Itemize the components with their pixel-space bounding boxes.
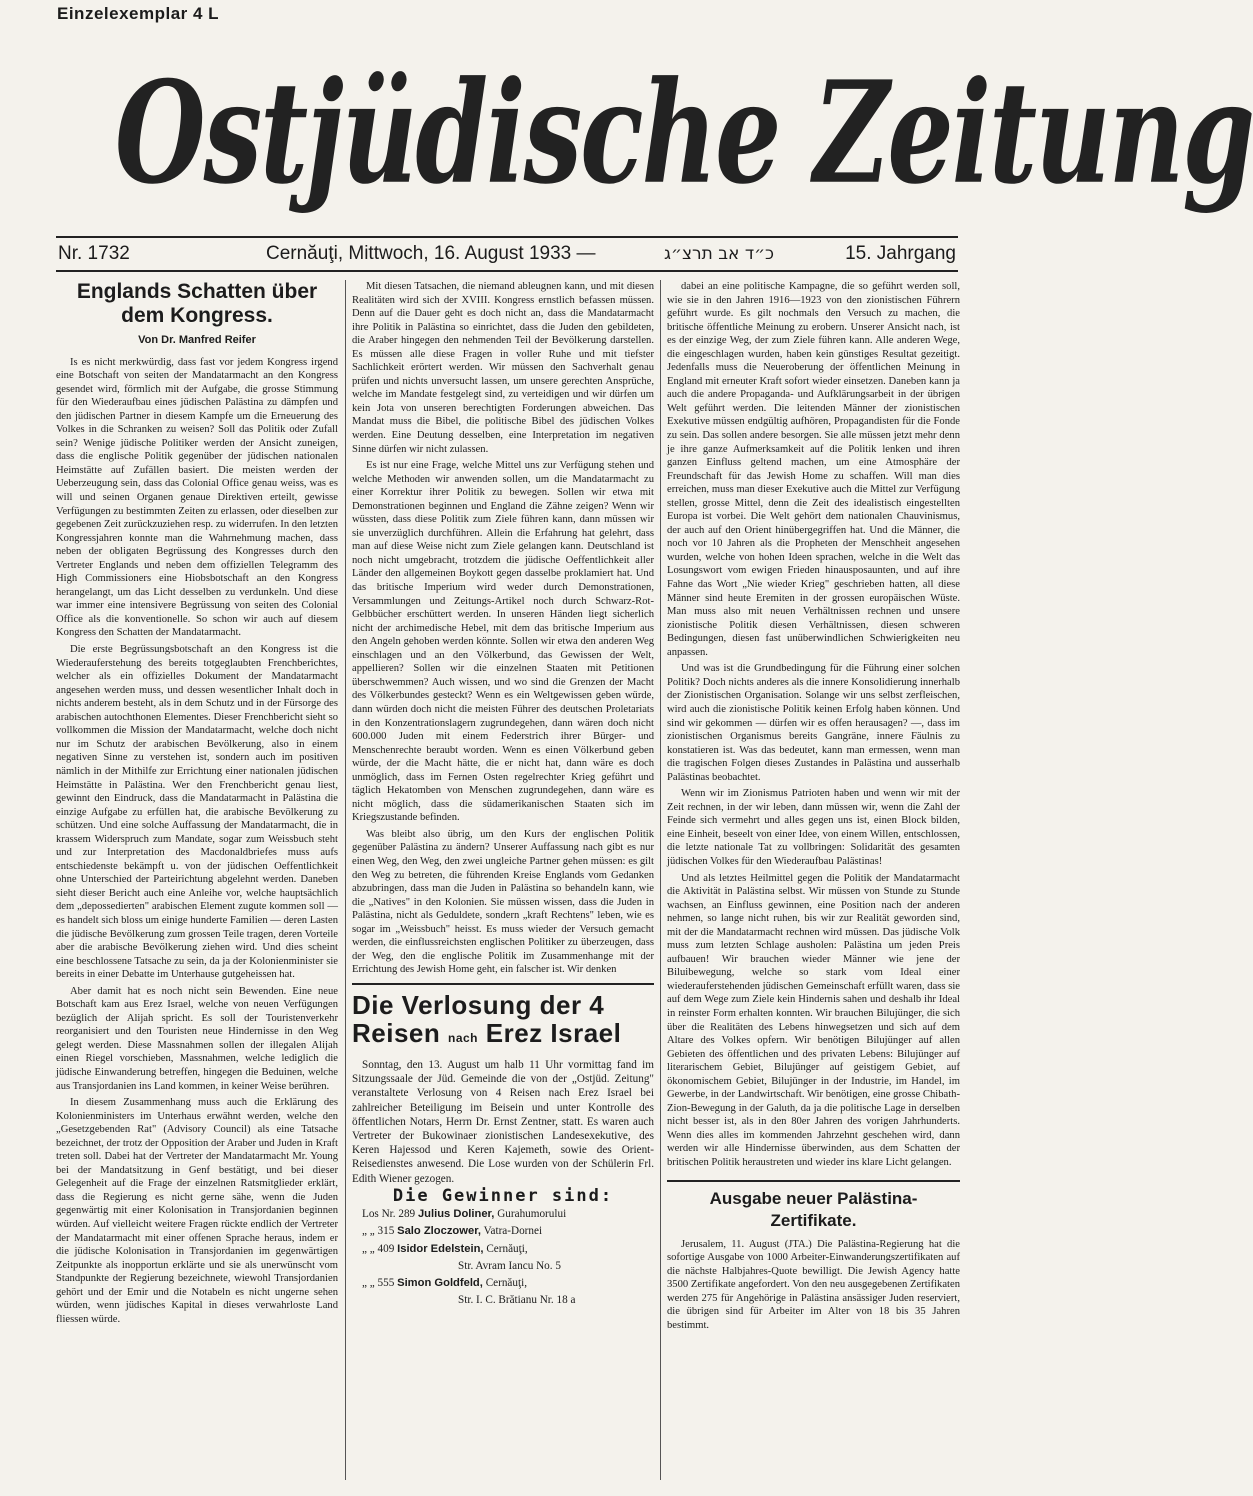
winner-entry [352,1207,654,1221]
article-paragraph: In diesem Zusammenhang muss auch die Erklärung des Kolonienministers im Unterhaus erwähnt werden, welche den „Gesetzgebenden Rat" (Advisory Council) als eine Tatsache bezeichnet, der trotz der Opposition der Araber und Juden in Kraft treten soll. Dabei hat der Vertreter der Mandatarmacht Mr. Young bei der Mandatsitzung in Genf bestätigt, und bei dieser Gelegenheit auf die Frage der einzelnen Ratsmitglieder erklärt, dass die Regierung es nicht gerne sähe, wenn die Juden gegenwärtig mit einer Kolonisation in Transjordanien beginnen würden. Auf vielleicht weitere Fragen rückte endlich der Vertreter der Mandatarmacht mit einer offenen Sprache heraus, indem er die jüdische Kolonisation in Transjordanien im gegenwärtigen Zeitpunkte als inopportun erklärte und sie als unerwünscht vom Standpunkte der Regierung bezeichnete, wiewohl Transjordanien gehört und der Emir und die Notabeln es nicht ungerne sehen würden, wenn jüdisches Kapital in dieses verwahrloste Land fliessen würde. [56,1097,338,1325]
winner-lot: „ „ 555 [362,1277,395,1290]
article-paragraph: Is es nicht merkwürdig, dass fast vor jedem Kongress irgend eine Botschaft von seiten der Mandatarmacht an den Kongress gesendet wird, förmlich mit der Aufgabe, die grosse Stimmung für den Wiederaufbau eines jüdischen Palästina zu dämpfen und den jüdischen Partner in diesem Kampfe um die Erneuerung des Volkes in die Schranken zu weisen? Soll das Politik oder Zufall sein? Wenige jüdische Politiker werden der Ansicht zuneigen, dass die englische Politik gegenüber der jüdischen nationalen Heimstätte auf Zufällen basiert. Die meisten werden der Ueberzeugung sein, dass das Colonial Office genau weiss, was es will und seinen Organen genaue Direktiven erteilt, gewisse Verfügungen zu bestimmten Zeiten zu erlassen, oder dieselben zur gegebenen Zeit zurückzuziehen resp. zu widerrufen. In den letzten Kongressjahren konnte man die Wahrnehmung machen, dass neben der obligaten Begrüssung des Kongresses durch den Vertreter Englands und neben dem offiziellen Telegramm des High Commissioners eine Hiobsbotschaft an den Kongress herangelangt, um das Licht desselben zu verdunkeln. Und diese war immer eine intensivere Begrüssung von seiten des Colonial Office als die konventionelle. So schon wir auch auf diesem Kongress den Schatten der Mandatarmacht. [56,356,338,639]
certificates-article-title: Ausgabe neuer Palästina-Zertifikate. [667,1180,960,1232]
article-paragraph: Mit diesen Tatsachen, die niemand ableugnen kann, und mit diesen Realitäten wird sich der XVIII. Kongress ernstlich befassen müssen. Denn auf die Dauer geht es doch nicht an, dass die Mandatarmacht ihre Politik in Palästina so einrichtet, dass die Juden den gebildeten, die Araber hingegen den nehmenden Teil der Bevölkerung darstellen. Es müssen alle diese Fragen in voller Ruhe und mit tiefster Sachlichkeit erörtert werden. Wir müssen den Sachverhalt genau prüfen und nichts unversucht lassen, um unsere gerechten Ansprüche, welche im Mandate festgelegt sind, zu verteidigen und wir dürfen um kein Jota von unseren berechtigten Forderungen abweichen. Das Mandat muss die Bibel, die politische Bibel des jüdischen Volkes werden. Eine Deutung desselben, eine Interpretation im negativen Sinne dürfen wir nicht zulassen. [352,281,654,455]
article-paragraph: Und was ist die Grundbedingung für die Führung einer solchen Politik? Doch nichts anderes als die innere Konsolidierung innerhalb der Zionistischen Organisation. Solange wir uns selbst zerfleischen, wird auch die zionistische Politik keinen Erfolg haben können. Und sind wir gekommen — dürfen wir es offen herausagen? —, dass im zionistischen Organismus bereits Gangräne, innere Fäulnis zu konstatieren ist. Was das bedeutet, kann man ermessen, wenn man die tragischen Folgen dieses Zustandes in Palästina und ausserhalb Palästinas beobachtet. [667,663,960,783]
article-paragraph: Und als letztes Heilmittel gegen die Politik der Mandatarmacht die Aktivität in Palästina selbst. Wir müssen von Stunde zu Stunde wachsen, an Einfluss gewinnen, eine Position nach der anderen nehmen, so lange nicht ruhen, bis wir zur Realität geworden sind, mit der die Mandatarmacht rechnen wird müssen. Das jüdische Volk muss zum letzten Schlage ausholen: Palästina um jeden Preis aufbauen! Wir brauchen wieder Männer wie jene der Biluibewegung, welche so stark vom Ideal einer wiederauferstehenden jüdischen Gemeinschaft erfüllt waren, dass sie auf dem Wege zum Ziele kein Hindernis sahen und deshalb ihr Ideal in reinster Form erhalten konnten. Wir brauchen Bilujünger, die sich über die Realitäten des Lebens hinwegsetzen und sich auf dem Altare des Volkes opfern. Wir benötigen Bilujünger auf allen Gebieten des öffentlichen und des privaten Lebens: Bilujünger auf literarischem Gebiet, Bilujünger auf geistigem Gebiet, auf ökonomischem Gebiet, Bilujünger in der Industrie, im Handel, im Gewerbe, in der Landwirtschaft. Wir benötigen, eine grosse Chibath-Zion-Bewegung in der Galuth, da ja die politische Lage in derselben nicht besser ist, als in den 80er Jahren des vorigen Jahrhunderts. Wenn dies alles im kommenden Jahrzehnt geschehen wird, dann werden wir alle Hindernisse überwinden, aus dem Schatten der britischen Politik heraustreten und wieder ins klare Licht gelangen. [667,872,960,1168]
lottery-title-line1: Die Verlosung der 4 [352,989,605,1020]
winner-place: Cernăuţi, [485,1277,528,1290]
winner-entry [352,1242,654,1256]
lottery-title-word: Reisen [352,1017,441,1048]
masthead [115,40,1253,225]
winner-name: Simon Goldfeld, [397,1277,483,1290]
lottery-title-word: nach [448,1030,479,1045]
column-divider [345,280,346,1480]
article-author: Von Dr. Manfred Reifer [138,334,256,346]
lottery-title [352,991,654,1052]
article-title: Englands Schatten über dem Kongress. [76,280,318,327]
winner-place: Cernăuţi, [486,1242,528,1255]
winner-entry [352,1224,654,1238]
winner-place: Vatra-Dornei [483,1225,543,1238]
column-2 [352,280,654,1480]
lottery-text: Sonntag, den 13. August um halb 11 Uhr vormittag fand im Sitzungssaale der Jüd. Gemeinde die von der „Ostjüd. Zeitung" veranstaltete Verlosung von 4 Reisen nach Erez Israel bei zahlreicher Beteiligung im Beisein und unter Kontrolle des öffentlichen Notars, Herrn Dr. Ernst Zentner, statt. Es waren auch Vertreter der Bukowinaer zionistischen Landesexekutive, des Keren Hajessod und Keren Kajemeth, sowie des Orient-Reisedienstes anwesend. Die Lose wurden von der Schülerin Frl. Edith Wiener gezogen. [352,1058,654,1185]
article-paragraph: Was bleibt also übrig, um den Kurs der englischen Politik gegenüber Palästina zu ändern? Unserer Auffassung nach gibt es nur einen Weg, den Weg, den zwei ungleiche Partner gehen müssen: es gilt den Weg zu betreten, die führenden Kreise Englands vom Gedanken abzubringen, dass man die Juden in Palästina so behandeln kann, wie die „Natives" in den Kolonien. Sie müssen wissen, dass die Juden in Palästina, nicht als Geduldete, sondern „kraft Rechtens" leben, wie es sogar im „Weissbuch" heisst. Es muss wieder der Versuch gemacht werden, die einflussreichsten englischen Politiker zu überzeugen, dass der Weg, den die englische Politik im Zusammenhange mit der Errichtung des Jewish Home geht, ein falscher ist. Wir denken [352,828,654,976]
article-paragraph: dabei an eine politische Kampagne, die so geführt werden soll, wie sie in den Jahren 1916—1923 von den zionistischen Führern geführt wurde. Es gilt nochmals den Versuch zu machen, die britische öffentliche Meinung zu erobern. Unserer Ansicht nach, ist es der einzige Weg, der zum Ziele führen kann. Alle anderen Wege, die eingeschlagen wurden, haben kein günstiges Resultat gezeitigt. Jedenfalls muss die Neueroberung der öffentlichen Meinung in England mit erneuter Kraft sofort wieder einsetzen. Daneben kann ja auch die andere Propaganda- und Aufklärungsarbeit in der übrigen Welt geführt werden. Die leitenden Männer der zionistischen Exekutive müssen endgültig aufhören, Propagandisten für die Fonde zu sein. Das sollen andere besorgen. Sie alle müssen jetzt mehr denn je ihre ganze Aufmerksamkeit auf die Politik lenken und ihren ganzen Einfluss geltend machen, um eine Atmosphäre der Freundschaft für das Jewish Home zu schaffen. Will man dies erreichen, muss man dieser Exekutive auch die Mittel zur Verfügung stellen, grosse Mittel, denn die Zeit des idealistisch eingestellten Europa ist vorbei. Die Welt gehört dem nationalen Chauvinismus, der auch auf den Orient hinübergegriffen hat. Und die Männer, die noch vor 10 Jahren als die Propheten der Menschheit angesehen wurden, welche von hohen Ideen sprachen, welche in die Welt das Losungswort vom ewigen Frieden hinausposaunten, und auf ihre Fahne das Wort „Nie wieder Krieg" geschrieben hatten, all diese Männer sind heute Eremiten in der grossen europäischen Wüste. Man muss also mit neuen Verhältnissen rechnen und unsere zionistische Politik diesen Verhältnissen, diesen schweren Bedingungen, diesen fast unüberwindlichen Schwierigkeiten neu anpassen. [667,281,960,658]
newspaper-title: Ostjüdische Zeitung [115,49,1253,216]
column-divider [660,280,661,1480]
winner-name: Isidor Edelstein, [397,1242,484,1255]
winners-heading: Die Gewinner sind: [392,1185,614,1206]
winner-lot: Los Nr. 289 [362,1208,416,1221]
column-3 [667,280,960,1480]
winner-place: Gurahumorului [497,1208,567,1221]
volume-year: 15. Jahrgang [845,243,956,264]
winner-name: Julius Doliner, [417,1208,495,1221]
single-copy-price: Einzelexemplar 4 L [57,4,220,23]
winner-address: Str. I. C. Brătianu Nr. 18 a [458,1294,576,1307]
winner-lot: „ „ 409 [362,1242,395,1255]
lottery-announcement [352,983,654,1308]
column-1 [56,280,338,1480]
article-paragraph: Aber damit hat es noch nicht sein Bewenden. Eine neue Botschaft kam aus Erez Israel, welche von neuen Verfügungen bezüglich der Alijah spricht. Es soll der Touristenverkehr reorganisiert und den Touristen neue Hindernisse in den Weg gelegt werden. Diese Massnahmen sollen der illegalen Alijah einen Riegel vorschieben, Massnahmen, welche lediglich die jüdische Einwanderung betreffen, hingegen die Beduinen, welche aus Transjordanien ins Land kommen, in keiner Weise berühren. [56,985,338,1092]
issue-number: Nr. 1732 [58,243,130,264]
hebrew-date: כ״ד אב תרצ״ג [664,244,775,264]
lottery-title-word: Erez Israel [485,1017,622,1048]
article-paragraph: Wenn wir im Zionismus Patrioten haben und wenn wir mit der Zeit rechnen, in der wir leben, dann müssen wir, wenn die Zahl der Feinde sich vermehrt und alles gegen uns ist, einen Block bilden, eine Einheit, beseelt von einer Idee, von einem Willen, entschlossen, die letzte nationale Tat zu vollbringen: Solidarität des gesamten jüdischen Volkes für den Wiederaufbau Palästinas! [667,788,960,867]
article-paragraph: Es ist nur eine Frage, welche Mittel uns zur Verfügung stehen und welche Methoden wir anwenden sollen, um die Mandatarmacht zu einer Korrektur ihrer Politik zu bewegen. Sollen wir etwa mit Demonstrationen beginnen und England die Zähne zeigen? Wenn wir wüssten, dass diese Politik zum Ziele führen kann, dann müssen wir sie unverzüglich durchführen. Allein die Erfahrung hat gelehrt, dass man auf diese Weise nicht zum Ziele gelangen kann. Deutschland ist noch nicht umgebracht, trotzdem die jüdische Oeffentlichkeit aller Länder den allgemeinen Boykott gegen dasselbe proklamiert hat. Und das britische Imperium wird weder durch Demonstrationen, Versammlungen und Zeitungs-Artikel noch durch Schwarz-Rot-Gelbbücher erschüttert werden. In unseren Händen liegt sicherlich nicht der archimedische Hebel, mit dem das britische Imperium aus den Angeln gehoben werden könnte. Sollen wir etwa den anderen Weg einschlagen und an den Völkerbund, das Gewissen der Welt, appellieren? Sollen wir die einzelnen Staaten mit Petitionen überschwemmen? Auch wissen, und wo sind die Grenzen der Macht des Völkerbundes gesteckt? Wenn es ein Weltgewissen geben würde, dann würden doch nicht die meisten Führer des deutschen Proletariats in den Konzentrationslagern zugrundegehen, dann wären doch nicht 600.000 Juden mit einem Federstrich ihrer Bürger- und Menschenrechte beraubt worden. Wenn es einen Völkerbund geben würde, der die Macht hätte, die er nicht hat, dann wäre es doch unmöglich, dass im Fernen Osten regelrechter Krieg geführt und täglich Hekatomben von Menschen zugrundegehen, dann wäre es nicht möglich, dass die südamerikanischen Staaten sich im Kriegszustande befinden. [352,460,654,824]
article-paragraph: Die erste Begrüssungsbotschaft an den Kongress ist die Wiederauferstehung des bereits totgeglaubten Frenchberichtes, welcher als ein offizielles Dokument der Mandatarmacht angesehen werden muss, und dessen wesentlicher Inhalt doch in nichts anderem besteht, als in dem Schutz und in der Fürsorge des arabischen autochthonen Elementes. Dieser Frenchbericht sieht so vollkommen die Mission der Mandatarmacht, welche doch nicht nur im Schutz der arabischen Bevölkerung, also in einem negativen Sinne zu verstehen ist, sondern auch im positiven nämlich in der Mithilfe zur Errichtung einer nationalen jüdischen Heimstätte in Palästina. Wer den Frenchbericht genau liest, gewinnt den Eindruck, dass die Mandatarmacht in Palästina die einzige Aufgabe zu erfüllen hat, die arabische Bevölkerung zu schützen. Und eine solche Auffassung der Mandatarmacht, die in krassem Widerspruch zum Mandate, sogar zum Weissbuch steht und zur Interpretation des Macdonaldbriefes muss aufs entschiedenste bekämpft u. von der jüdischen Oeffentlichkeit ohne Unterschied der Parteirichtung abgelehnt werden. Daneben sieht dieser Bericht auch eine Anleihe vor, welche hauptsächlich dem „depossedierten" arabischen Element zugute kommen soll — es handelt sich bloss um einige hunderte Familien — deren Lasten die jüdische Bevölkerung zum grossen Teile tragen, deren Vorteile aber die arabische Bevölkerung ziehen wird. Und dies scheint eine beschlossene Tatsache zu sein, da ja der Kolonienminister sie bereits in einer Debatte im Unterhause gutgeheissen hat. [56,644,338,981]
winner-lot: „ „ 315 [362,1225,395,1238]
certificates-article-text: Jerusalem, 11. August (JTA.) Die Palästina-Regierung hat die sofortige Ausgabe von 1000 Arbeiter-Einwanderungszertifikaten auf die nächste Halbjahres-Quote bewilligt. Die Jewish Agency hatte 3500 Zertifikate angefordert. Von den neu ausgegebenen Zertifikaten werden 275 für Angehörige in Palästina ansässiger Juden reserviert, die übrigen sind für Arbeiter im Alter von 18 bis 35 Jahren bestimmt. [667,1238,960,1331]
issue-date: Cernăuţi, Mittwoch, 16. August 1933 — [266,243,596,264]
winner-name: Salo Zloczower, [397,1225,482,1238]
winner-address: Str. Avram Iancu No. 5 [458,1259,561,1272]
dateline-bar [56,236,958,272]
winner-entry [352,1276,654,1290]
